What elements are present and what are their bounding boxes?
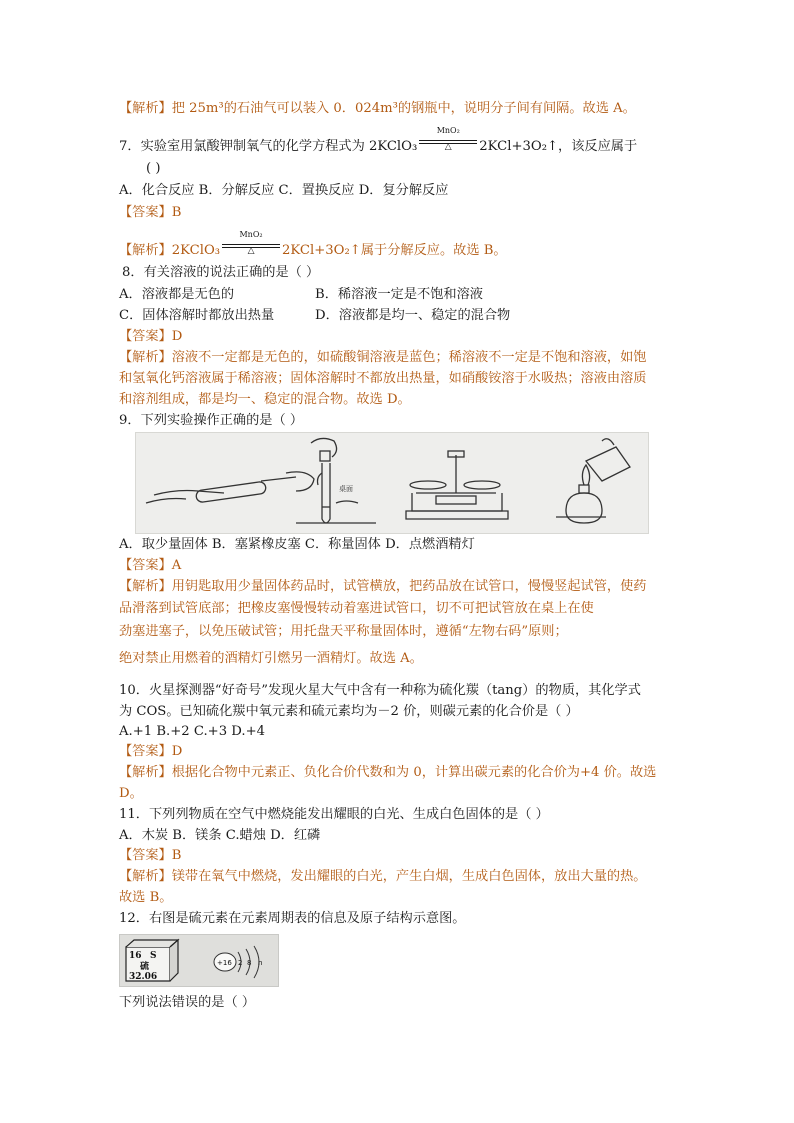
lab-apparatus-drawing — [136, 433, 648, 533]
question-10-line1: 10．火星探测器“好奇号”发现火星大气中含有一种称为硫化羰（tang）的物质，其化学式 — [119, 683, 641, 698]
explanation-q7-b: 2KCl+3O₂↑属于分解反应。故选 B。 — [282, 243, 507, 258]
element-symbol: S — [150, 951, 157, 961]
table-label: 桌面 — [339, 485, 353, 493]
explanation-q10-line2: D。 — [119, 786, 143, 801]
answer-q7: 【答案】B — [119, 205, 182, 220]
heat-symbol-2: △ — [247, 246, 255, 256]
explanation-q8-line2: 和氢氧化钙溶液属于稀溶液；固体溶解时不都放出热量，如硝酸铵溶于水吸热；溶液由溶质 — [119, 371, 647, 386]
nucleus-charge: +16 — [217, 959, 232, 967]
alcohol-lamp-illustration — [556, 439, 630, 523]
q8-option-d: D．溶液都是均一、稳定的混合物 — [315, 308, 511, 323]
element-name: 硫 — [140, 962, 150, 972]
explanation-q8-line1: 【解析】溶液不一定都是无色的，如硫酸铜溶液是蓝色；稀溶液不一定是不饱和溶液，如饱 — [119, 350, 647, 365]
explanation-q7-a: 【解析】2KClO₃ — [119, 243, 221, 258]
catalyst-label-2: MnO₂ — [239, 230, 263, 239]
answer-q9: 【答案】A — [119, 558, 182, 573]
question-11-options: A．木炭 B．镁条 C.蜡烛 D．红磷 — [119, 828, 321, 843]
catalyst-label: MnO₂ — [436, 126, 460, 135]
question-11-stem: 11．下列列物质在空气中燃烧能发出耀眼的白光、生成白色固体的是（ ） — [119, 807, 549, 822]
explanation-q9-line2: 品滑落到试管底部；把橡皮塞慢慢转动着塞进试管口，切不可把试管放在桌上在使 — [119, 601, 594, 616]
question-7-stem — [119, 126, 679, 157]
question-7-options: A．化合反应 B．分解反应 C．置换反应 D．复分解反应 — [119, 183, 449, 198]
balance-illustration — [406, 451, 508, 519]
heat-symbol: △ — [444, 142, 452, 152]
explanation-q11-line1: 【解析】镁带在氧气中燃烧，发出耀眼的白光，产生白烟，生成白色固体，放出大量的热。 — [119, 869, 647, 884]
question-7-text-b: 2KCl+3O₂↑，该反应属于 — [479, 139, 638, 154]
spatula-testtube-illustration — [146, 472, 314, 503]
answer-q10: 【答案】D — [119, 744, 183, 759]
question-12-prompt: 下列说法错误的是（ ） — [119, 995, 256, 1010]
answer-q11: 【答案】B — [119, 848, 182, 863]
q8-option-b: B．稀溶液一定是不饱和溶液 — [315, 287, 483, 302]
atomic-mass: 32.06 — [129, 972, 158, 982]
question-12-stem: 12．右图是硫元素在元素周期表的信息及原子结构示意图。 — [119, 911, 466, 926]
shell-2-electrons: 8 — [247, 959, 252, 967]
question-9-options: A．取少量固体 B．塞紧橡皮塞 C．称量固体 D．点燃酒精灯 — [119, 537, 475, 552]
explanation-q6: 【解析】把 25m³的石油气可以装入 0．024m³的钢瓶中，说明分子间有间隔。故选 A。 — [119, 101, 636, 116]
explanation-q11-line2: 故选 B。 — [119, 890, 173, 905]
element-info-drawing — [120, 935, 278, 986]
explanation-q10-line1: 【解析】根据化合物中元素正、负化合价代数和为 0，计算出碳元素的化合价为+4 价。故选 — [119, 765, 657, 780]
question-10-options: A.+1 B.+2 C.+3 D.+4 — [119, 724, 266, 739]
question-8-stem: 8．有关溶液的说法正确的是（ ） — [122, 265, 320, 280]
reaction-condition — [419, 126, 477, 152]
explanation-q9-line4: 绝对禁止用燃着的酒精灯引燃另一酒精灯。故选 A。 — [119, 651, 423, 666]
explanation-q8-line3: 和溶剂组成，都是均一、稳定的混合物。故选 D。 — [119, 392, 411, 407]
shell-1-electrons: 2 — [238, 959, 243, 967]
q8-option-c: C．固体溶解时都放出热量 — [119, 308, 275, 323]
question-10-line2: 为 COS。已知硫化羰中氧元素和硫元素均为－2 价，则碳元素的化合价是（ ） — [119, 704, 579, 719]
explanation-q7 — [119, 230, 679, 261]
stopper-testtube-illustration — [296, 438, 376, 523]
lab-operations-photo — [135, 432, 649, 534]
sulfur-element-figure — [119, 934, 279, 987]
reaction-condition-2 — [222, 230, 280, 256]
q8-option-a: A．溶液都是无色的 — [119, 287, 235, 302]
question-7-blank: ( ) — [146, 161, 161, 176]
atomic-number: 16 — [129, 951, 142, 961]
shell-3-electrons: n — [258, 959, 263, 967]
explanation-q9-line1: 【解析】用钥匙取用少量固体药品时，试管横放，把药品放在试管口，慢慢竖起试管，使药 — [119, 579, 647, 594]
question-9-stem: 9．下列实验操作正确的是（ ） — [119, 413, 304, 428]
question-7-text-a: 7．实验室用氯酸钾制氧气的化学方程式为 2KClO₃ — [119, 139, 418, 154]
answer-q8: 【答案】D — [119, 329, 183, 344]
explanation-q9-line3: 劲塞进塞子，以免压破试管；用托盘天平称量固体时，遵循“左物右码”原则； — [119, 624, 568, 639]
